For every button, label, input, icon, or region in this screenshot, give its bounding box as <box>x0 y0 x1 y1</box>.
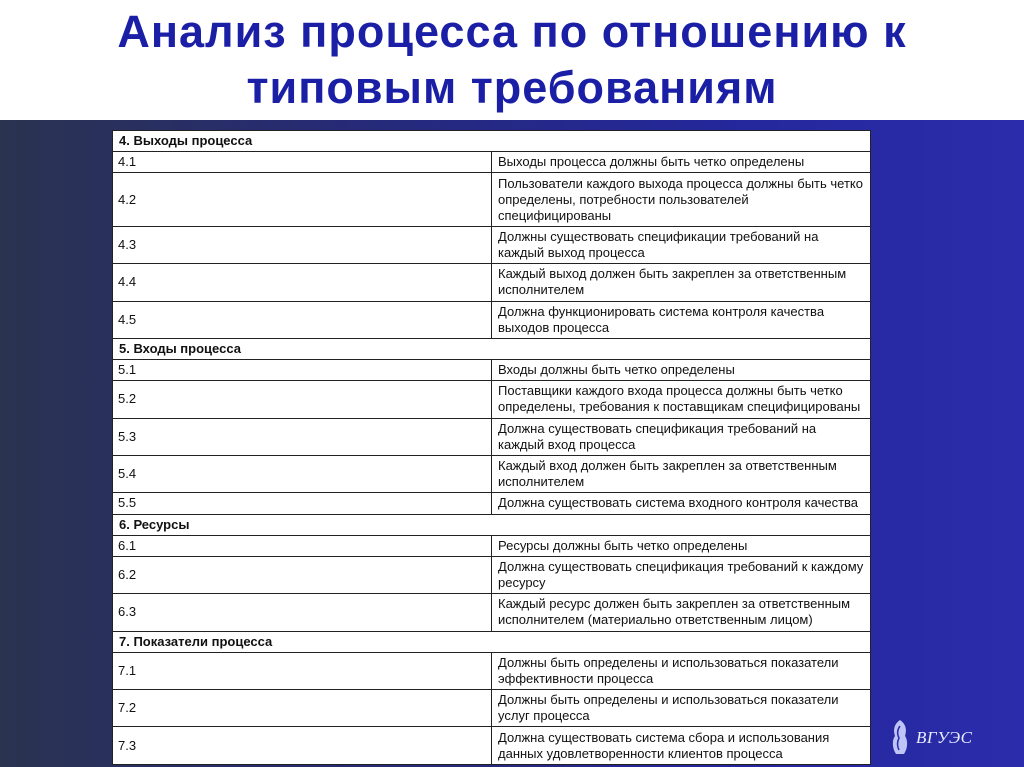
section-heading: 6. Ресурсы <box>113 514 871 535</box>
table-row <box>113 226 871 263</box>
table-row <box>113 594 871 631</box>
table-row <box>113 493 871 514</box>
requirement-number: 6.3 <box>113 594 492 631</box>
table-row <box>113 727 871 765</box>
requirement-text: Ресурсы должны быть четко определены <box>492 535 871 556</box>
slide-title-line-2: типовым требованиям <box>246 62 778 113</box>
table-row <box>113 152 871 173</box>
requirement-number: 5.3 <box>113 418 492 455</box>
table-row <box>113 690 871 727</box>
table-row <box>113 652 871 689</box>
logo-text: ВГУЭС <box>916 728 973 747</box>
section-header-row <box>113 338 871 359</box>
requirement-number: 6.1 <box>113 535 492 556</box>
table-row <box>113 535 871 556</box>
section-header-row <box>113 631 871 652</box>
requirement-text: Каждый выход должен быть закреплен за ответственным исполнителем <box>492 264 871 301</box>
requirements-table-body <box>113 131 871 765</box>
requirement-text: Каждый ресурс должен быть закреплен за ответственным исполнителем (материально ответственным лицом) <box>492 594 871 631</box>
section-heading: 5. Входы процесса <box>113 338 871 359</box>
requirement-number: 4.3 <box>113 226 492 263</box>
requirement-text: Должна существовать система входного контроля качества <box>492 493 871 514</box>
section-header-row <box>113 131 871 152</box>
requirement-text: Должна функционировать система контроля качества выходов процесса <box>492 301 871 338</box>
requirement-number: 7.1 <box>113 652 492 689</box>
requirement-text: Должны существовать спецификации требований на каждый выход процесса <box>492 226 871 263</box>
requirement-text: Выходы процесса должны быть четко определены <box>492 152 871 173</box>
table-row <box>113 455 871 492</box>
requirement-number: 4.1 <box>113 152 492 173</box>
table-row <box>113 381 871 418</box>
requirement-number: 7.3 <box>113 727 492 765</box>
requirement-number: 4.2 <box>113 173 492 227</box>
table-row <box>113 418 871 455</box>
requirements-table <box>112 130 871 765</box>
requirement-text: Пользователи каждого выхода процесса должны быть четко определены, потребности пользователей специфицированы <box>492 173 871 227</box>
table-row <box>113 360 871 381</box>
requirement-text: Должны быть определены и использоваться показатели эффективности процесса <box>492 652 871 689</box>
slide-title-line-1: Анализ процесса по отношению к <box>117 6 907 57</box>
requirement-number: 6.2 <box>113 556 492 593</box>
requirement-number: 5.5 <box>113 493 492 514</box>
requirement-number: 7.2 <box>113 690 492 727</box>
requirement-number: 5.1 <box>113 360 492 381</box>
table-row <box>113 556 871 593</box>
requirement-text: Должны быть определены и использоваться показатели услуг процесса <box>492 690 871 727</box>
requirement-number: 4.5 <box>113 301 492 338</box>
table-row <box>113 301 871 338</box>
requirement-text: Должна существовать спецификация требований на каждый вход процесса <box>492 418 871 455</box>
section-header-row <box>113 514 871 535</box>
table-row <box>113 264 871 301</box>
requirement-number: 5.2 <box>113 381 492 418</box>
requirement-text: Поставщики каждого входа процесса должны быть четко определены, требования к поставщикам специфицированы <box>492 381 871 418</box>
requirement-number: 5.4 <box>113 455 492 492</box>
section-heading: 4. Выходы процесса <box>113 131 871 152</box>
requirement-number: 4.4 <box>113 264 492 301</box>
requirement-text: Должна существовать система сбора и использования данных удовлетворенности клиентов процесса <box>492 727 871 765</box>
requirement-text: Входы должны быть четко определены <box>492 360 871 381</box>
section-heading: 7. Показатели процесса <box>113 631 871 652</box>
requirements-table-container <box>112 130 871 765</box>
university-logo <box>888 715 998 761</box>
slide-title <box>0 0 1024 120</box>
requirement-text: Должна существовать спецификация требований к каждому ресурсу <box>492 556 871 593</box>
requirement-text: Каждый вход должен быть закреплен за ответственным исполнителем <box>492 455 871 492</box>
university-emblem-icon <box>888 718 912 758</box>
table-row <box>113 173 871 227</box>
